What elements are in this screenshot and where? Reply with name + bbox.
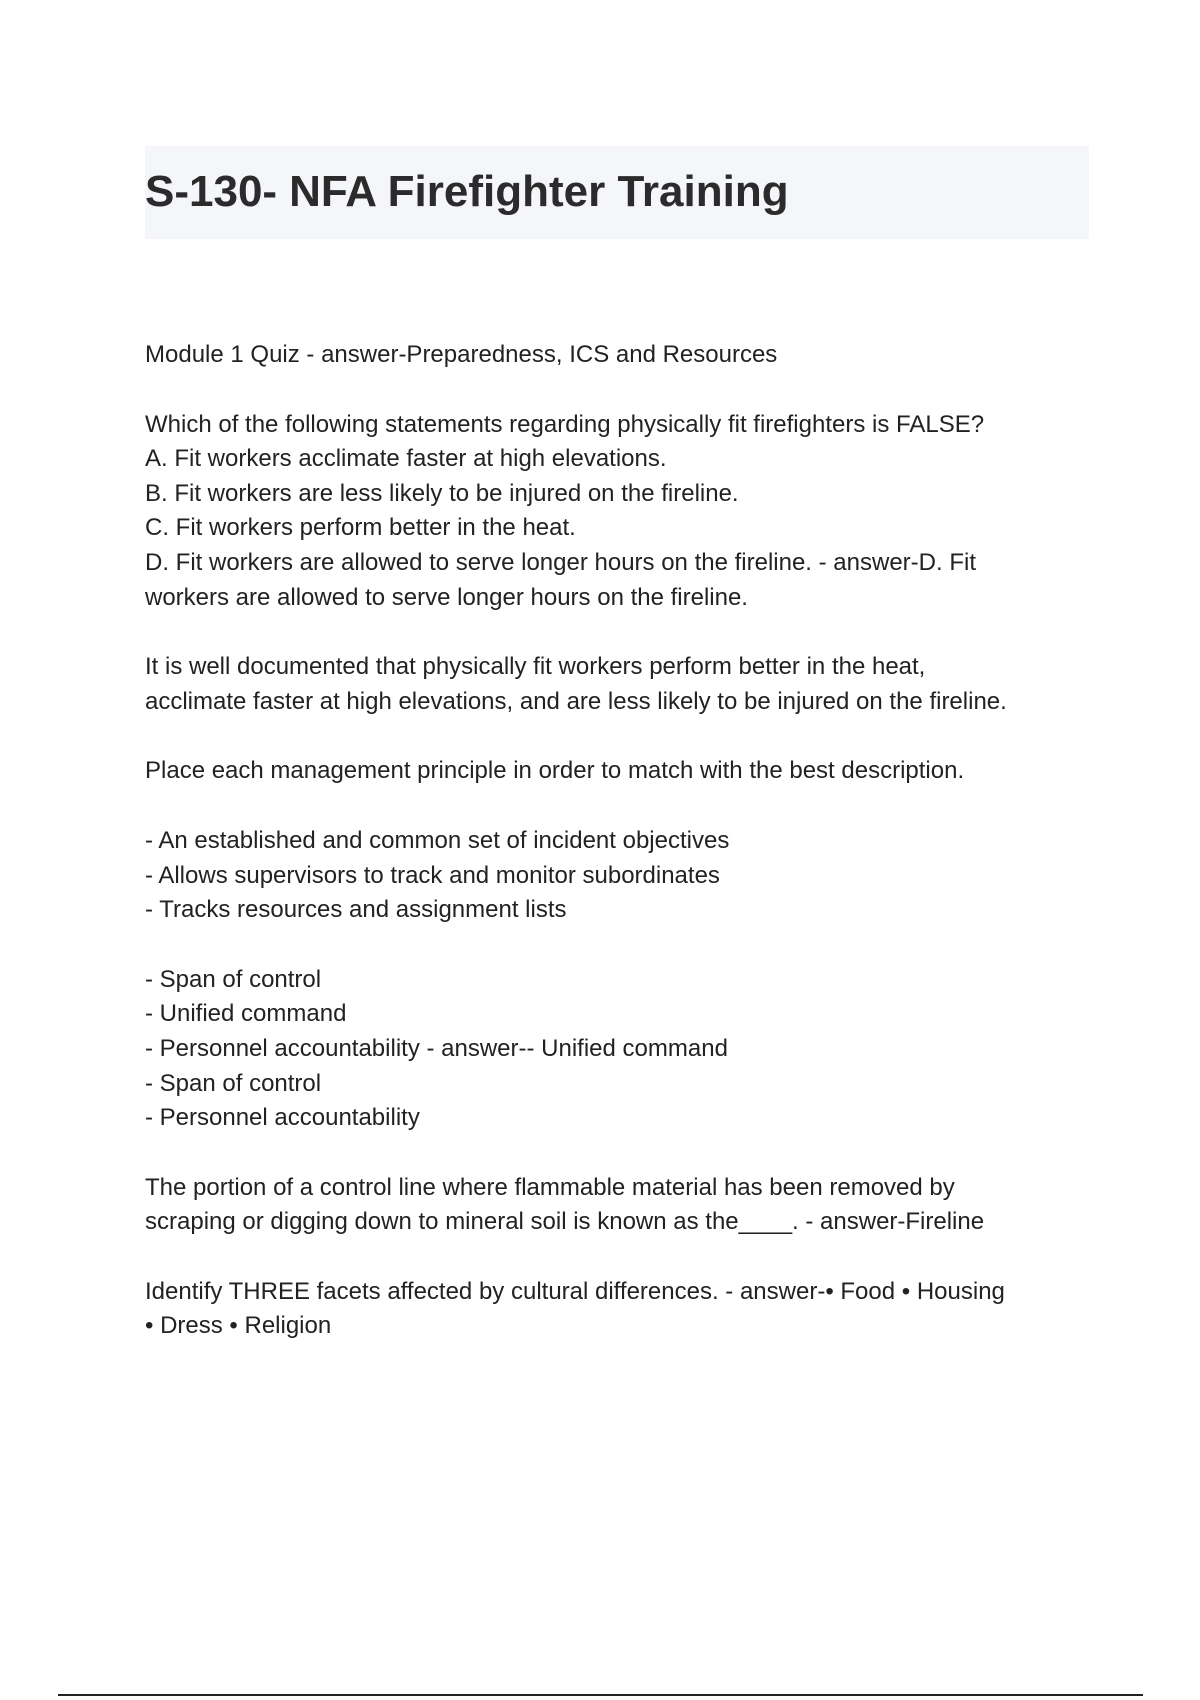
option-c: C. Fit workers perform better in the heat. [145,514,576,542]
option-a: A. Fit workers acclimate faster at high elevations. [145,445,667,473]
principle-item: - Span of control [145,1069,322,1097]
principle-item-answer: - Personnel accountability - answer-- Unified command [145,1034,728,1062]
question-cultural-differences [145,1275,1095,1344]
document-title-name: NFA Firefighter Training [289,167,789,216]
document-body [145,338,1095,1379]
option-d-answer: D. Fit workers are allowed to serve longer hours on the fireline. - answer-D. Fit [145,548,976,576]
footer-rule [58,1694,1143,1696]
document-title [145,160,789,224]
question-answer-text: Identify THREE facets affected by cultural differences. - answer-• Food • Housing [145,1277,1005,1305]
module-heading [145,338,1095,373]
question-control-line [145,1171,1095,1240]
description-list [145,824,1095,928]
document-title-code: S-130- [145,167,278,216]
question-text: The portion of a control line where flammable material has been removed by [145,1173,955,1201]
explanation-paragraph [145,650,1095,719]
explanation-line: It is well documented that physically fit workers perform better in the heat, [145,653,926,681]
question-management-principles [145,754,1095,789]
question-answer-text: • Dress • Religion [145,1312,332,1340]
principle-item: - Unified command [145,1000,347,1028]
option-d-answer-continued: workers are allowed to serve longer hours on the fireline. [145,583,748,611]
principle-item: - Personnel accountability [145,1104,420,1132]
question-answer-text: scraping or digging down to mineral soil is known as the____. - answer-Fireline [145,1208,985,1236]
principle-item: - Span of control [145,965,322,993]
question-text: Which of the following statements regarding physically fit firefighters is FALSE? [145,410,985,438]
description-item: - Tracks resources and assignment lists [145,896,567,924]
module-heading-text: Module 1 Quiz - answer-Preparedness, ICS and Resources [145,341,778,368]
option-b: B. Fit workers are less likely to be injured on the fireline. [145,479,739,507]
question-text: Place each management principle in order to match with the best description. [145,757,965,785]
description-item: - An established and common set of incident objectives [145,826,730,854]
explanation-line: acclimate faster at high elevations, and are less likely to be injured on the fireline. [145,687,1007,715]
description-item: - Allows supervisors to track and monitor subordinates [145,861,720,889]
question-physical-fitness [145,408,1095,616]
principle-list [145,963,1095,1136]
